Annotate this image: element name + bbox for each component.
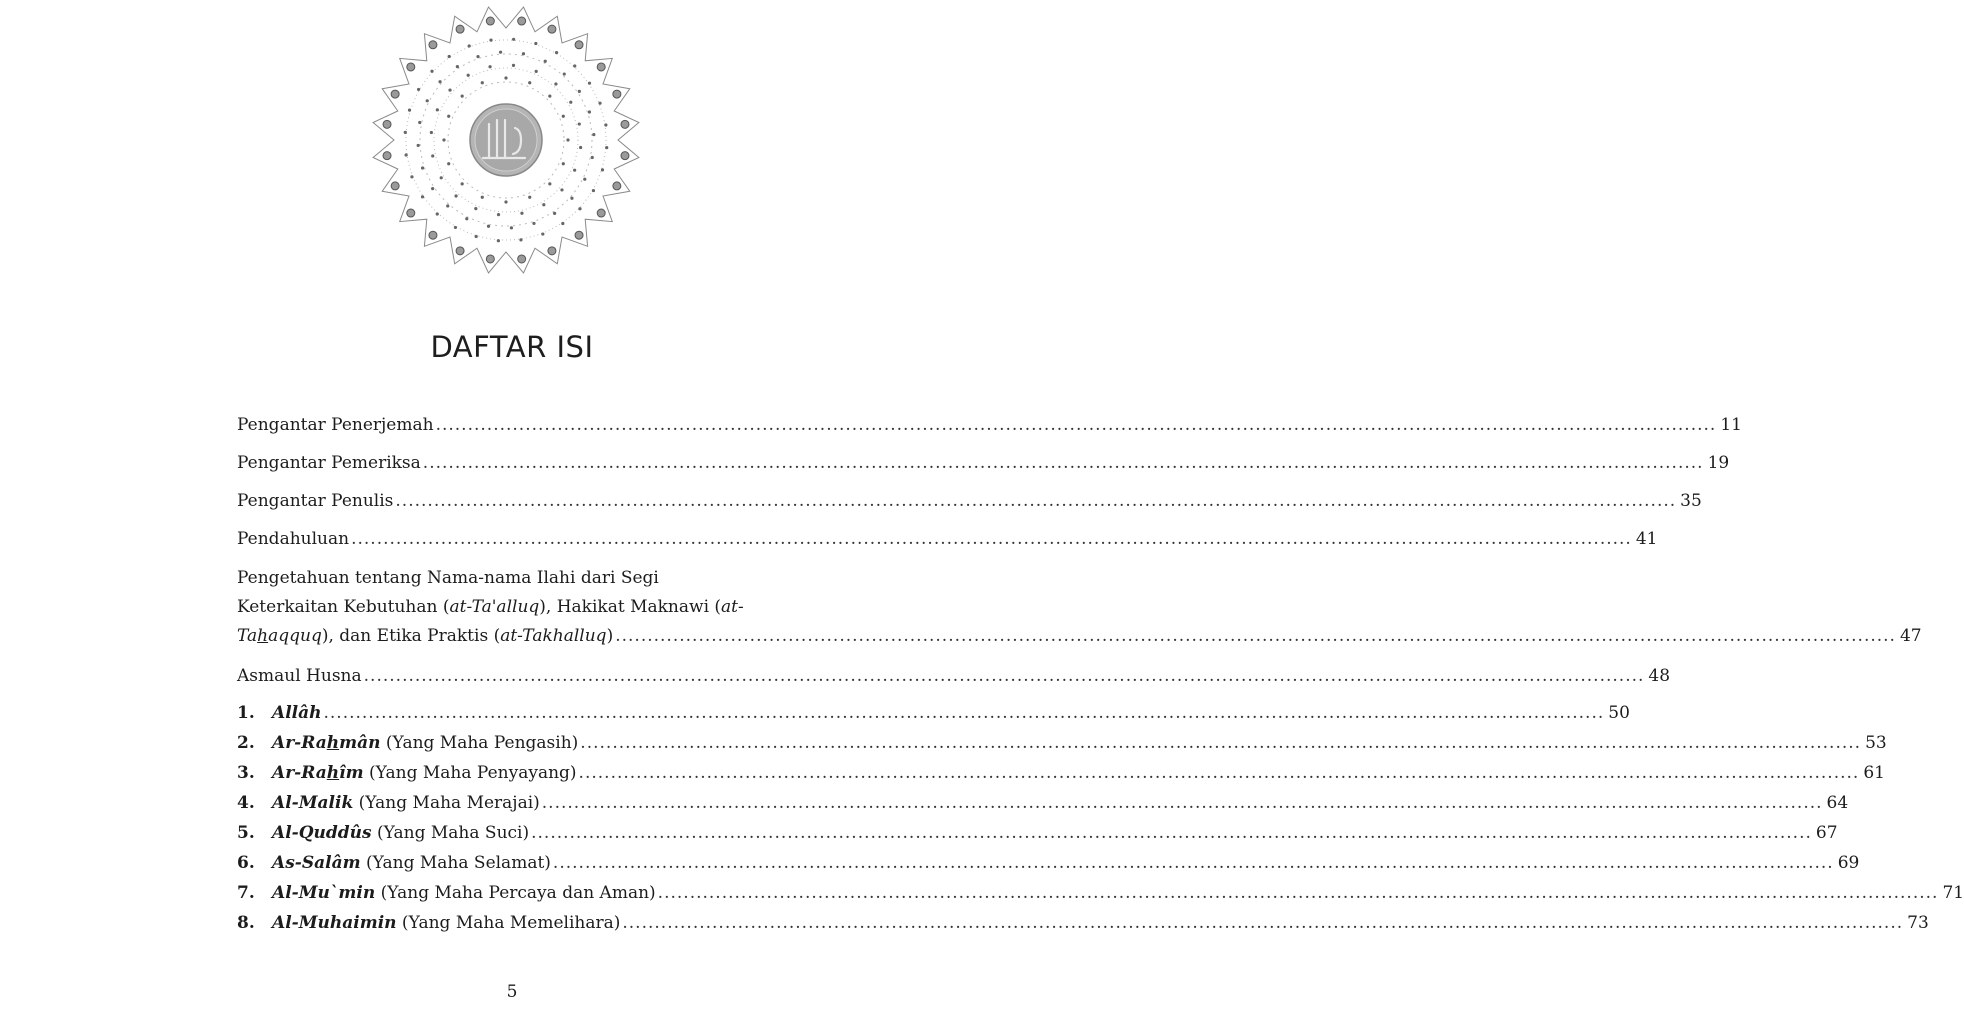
toc-entry-name-4[interactable]	[237, 790, 1849, 816]
mandala-ornament-icon	[365, 2, 647, 278]
toc-entry-name-2[interactable]	[237, 730, 1887, 756]
dot-leader: ........................................................................................................................................................................................................	[552, 853, 1834, 873]
item-number: 5.	[237, 823, 255, 843]
asma-name: Al-Quddûs	[272, 823, 372, 843]
toc-label: Asmaul Husna	[237, 666, 362, 686]
toc-entry-pengantar-penerjemah[interactable]	[237, 412, 1742, 438]
toc-entry-pengetahuan[interactable]	[237, 564, 1922, 651]
asma-description: (Yang Maha Selamat)	[360, 853, 551, 873]
toc-page-number: 67	[1815, 823, 1838, 843]
asma-description: (Yang Maha Suci)	[371, 823, 530, 843]
toc-page-number: 69	[1837, 853, 1860, 873]
dot-leader: ........................................................................................................................................................................................................	[435, 415, 1717, 435]
dot-leader: ........................................................................................................................................................................................................	[657, 883, 1939, 903]
toc-entry-name-8[interactable]	[237, 910, 1929, 936]
toc-page-number: 19	[1707, 453, 1730, 473]
toc-entry-name-3[interactable]	[237, 760, 1885, 786]
toc-label-line: Pengetahuan tentang Nama-nama Ilahi dari Segi	[237, 568, 659, 588]
item-number: 3.	[237, 763, 255, 783]
toc-page-number: 41	[1635, 529, 1658, 549]
dot-leader: ........................................................................................................................................................................................................	[422, 453, 1704, 473]
toc-entry-name-7[interactable]	[237, 880, 1964, 906]
asma-name: Al-Malik	[272, 793, 354, 813]
toc-entry-name-6[interactable]	[237, 850, 1860, 876]
toc-label: Pengantar Penulis	[237, 491, 394, 511]
toc-label: Pendahuluan	[237, 529, 350, 549]
asma-description: (Yang Maha Percaya dan Aman)	[375, 883, 656, 903]
dot-leader: ........................................................................................................................................................................................................	[531, 823, 1812, 843]
toc-page-number: 35	[1680, 491, 1702, 511]
toc-page-number: 48	[1648, 666, 1671, 686]
item-number: 7.	[237, 883, 255, 903]
item-number: 4.	[237, 793, 255, 813]
toc-entry-pengantar-pemeriksa[interactable]	[237, 450, 1730, 476]
item-number: 2.	[237, 733, 255, 753]
asma-description: (Yang Maha Merajai)	[353, 793, 540, 813]
dot-leader: ........................................................................................................................................................................................................	[622, 913, 1904, 933]
toc-page-number: 11	[1720, 415, 1742, 435]
asma-name: Al-Mu`min	[272, 883, 376, 903]
page-number-footer: 5	[506, 982, 518, 1002]
toc-label-line: Tahaqquq), dan Etika Praktis (at-Takhalluq)	[237, 626, 614, 646]
item-number: 1.	[237, 703, 255, 723]
dot-leader: ........................................................................................................................................................................................................	[578, 763, 1860, 783]
toc-entry-name-1[interactable]	[237, 700, 1630, 726]
toc-page-number: 64	[1826, 793, 1849, 813]
dot-leader: ........................................................................................................................................................................................................	[323, 703, 1605, 723]
toc-label: Pengantar Penerjemah	[237, 415, 434, 435]
asma-name: Ar-Rahîm	[272, 763, 364, 783]
toc-page-number: 53	[1865, 733, 1887, 753]
item-number: 8.	[237, 913, 255, 933]
toc-page-number: 61	[1863, 763, 1885, 783]
toc-page-number: 73	[1907, 913, 1929, 933]
asma-name: Allâh	[272, 703, 322, 723]
dot-leader: ........................................................................................................................................................................................................	[363, 666, 1645, 686]
item-number: 6.	[237, 853, 255, 873]
toc-label: Pengantar Pemeriksa	[237, 453, 421, 473]
asma-name: Ar-Rahmân	[272, 733, 381, 753]
toc-entry-pendahuluan[interactable]	[237, 526, 1658, 552]
toc-page-number: 47	[1899, 626, 1922, 646]
dot-leader: ........................................................................................................................................................................................................	[395, 491, 1677, 511]
toc-entry-asmaul-husna[interactable]	[237, 663, 1671, 689]
asma-name: As-Salâm	[272, 853, 361, 873]
asma-description: (Yang Maha Penyayang)	[363, 763, 577, 783]
toc-entry-name-5[interactable]	[237, 820, 1838, 846]
toc-entry-pengantar-penulis[interactable]	[237, 488, 1702, 514]
dot-leader: ........................................................................................................................................................................................................	[615, 626, 1896, 646]
toc-label-line: Keterkaitan Kebutuhan (at-Ta'alluq), Hakikat Maknawi (at-	[237, 597, 744, 617]
dot-leader: ........................................................................................................................................................................................................	[351, 529, 1632, 549]
page-title: DAFTAR ISI	[430, 330, 594, 364]
dot-leader: ........................................................................................................................................................................................................	[580, 733, 1862, 753]
dot-leader: ........................................................................................................................................................................................................	[541, 793, 1823, 813]
asma-description: (Yang Maha Memelihara)	[396, 913, 621, 933]
asma-description: (Yang Maha Pengasih)	[380, 733, 579, 753]
toc-page-number: 50	[1608, 703, 1630, 723]
asma-name: Al-Muhaimin	[272, 913, 397, 933]
toc-page-number: 71	[1942, 883, 1964, 903]
